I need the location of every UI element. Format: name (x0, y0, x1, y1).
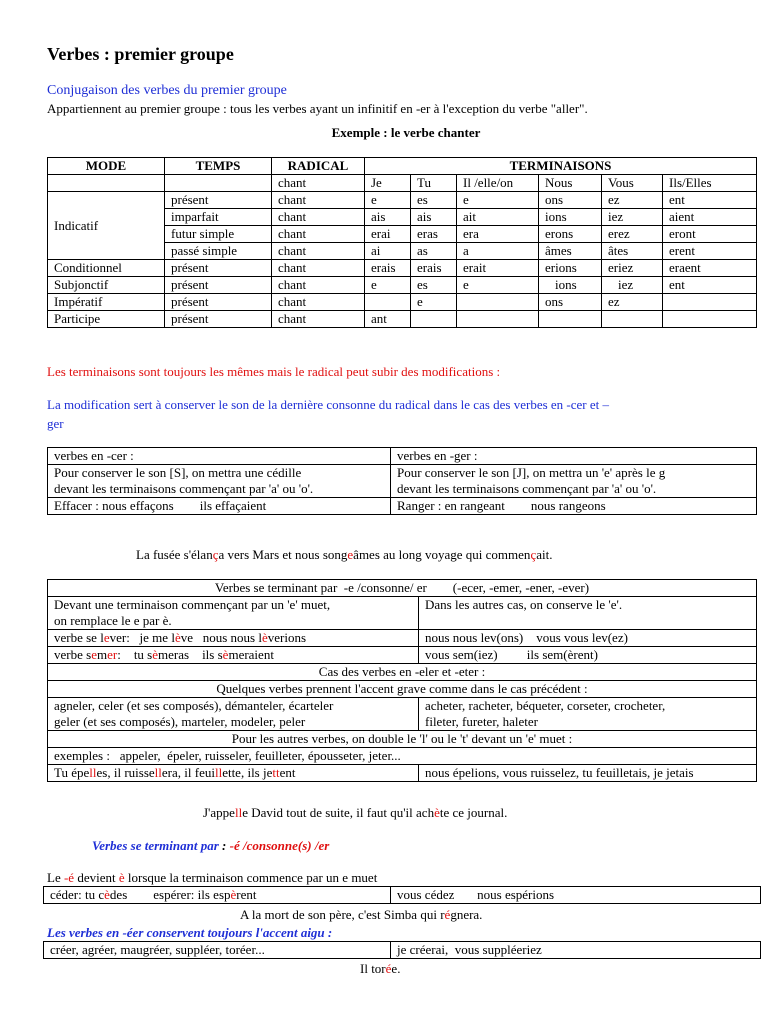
note-conserver-line1: La modification sert à conserver le son de la dernière consonne du radical dans le cas des verbes en -cer et – (47, 397, 610, 412)
ending-cell: a (457, 243, 539, 260)
ending-cell: iez (602, 209, 663, 226)
header-mode: MODE (48, 158, 165, 175)
double-consonne-heading: Pour les autres verbes, on double le 'l' ou le 't' devant un 'e' muet : (48, 731, 757, 748)
ending-cell: iez (602, 277, 663, 294)
ending-cell: e (411, 294, 457, 311)
ending-cell: ait (457, 209, 539, 226)
cer-rule-line1: Pour conserver le son [S], on mettra une cédille (54, 465, 302, 480)
ending-cell: ais (365, 209, 411, 226)
ending-cell: ez (602, 192, 663, 209)
temps-cell: présent (165, 294, 272, 311)
pronoun-je: Je (365, 175, 411, 192)
accent-grave-heading: Quelques verbes prennent l'accent grave comme dans le cas précédent : (48, 681, 757, 698)
ending-cell: ions (539, 209, 602, 226)
pronoun-nous: Nous (539, 175, 602, 192)
ending-cell: eras (411, 226, 457, 243)
table-heading: Verbes se terminant par -e /consonne/ er (-ecer, -emer, -ener, -ever) (48, 580, 757, 597)
radical-cell: chant (272, 209, 365, 226)
ending-cell: ant (365, 311, 411, 328)
radical-cell: chant (272, 294, 365, 311)
ceder-other: vous cédez nous espérions (391, 887, 761, 904)
conjugation-table (47, 157, 757, 328)
ending-cell: e (457, 277, 539, 294)
eter-verbs-line1: acheter, racheter, béqueter, corseter, crocheter, (425, 698, 666, 713)
ending-cell: ent (663, 192, 757, 209)
pronoun-il: Il /elle/on (457, 175, 539, 192)
eer-examples: je créerai, vous suppléeriez (391, 942, 761, 959)
ger-rule-line1: Pour conserver le son [J], on mettra un 'e' après le g (397, 465, 666, 480)
ger-example: Ranger : en rangeant nous rangeons (391, 498, 757, 515)
ending-cell: es (411, 192, 457, 209)
ending-cell: ent (663, 277, 757, 294)
temps-cell: présent (165, 311, 272, 328)
ending-cell: erait (457, 260, 539, 277)
ending-cell: as (411, 243, 457, 260)
rule-e-muet-line1: Devant une terminaison commençant par un 'e' muet, (54, 597, 331, 612)
e-consonne-er-table (47, 579, 757, 782)
radical-cell: chant (272, 226, 365, 243)
rule-e-aigu-grave: Le -é devient è lorsque la terminaison commence par un e muet (47, 870, 378, 885)
mode-participe: Participe (48, 311, 165, 328)
ending-cell (457, 311, 539, 328)
mode-indicatif: Indicatif (48, 192, 165, 260)
radical-cell: chant (272, 260, 365, 277)
radical-cell: chant (272, 277, 365, 294)
ending-cell: e (365, 192, 411, 209)
ending-cell: erais (365, 260, 411, 277)
temps-cell: futur simple (165, 226, 272, 243)
mode-imperatif: Impératif (48, 294, 165, 311)
ending-cell: erons (539, 226, 602, 243)
temps-cell: imparfait (165, 209, 272, 226)
cer-ger-table (47, 447, 757, 515)
ending-cell (663, 294, 757, 311)
eler-eter-heading: Cas des verbes en -eler et -eter : (48, 664, 757, 681)
single-conjugations: nous épelions, vous ruisselez, tu feuilletais, je jetais (419, 765, 757, 782)
ending-cell: erais (411, 260, 457, 277)
eer-table (43, 941, 761, 959)
ending-cell: ai (365, 243, 411, 260)
ceder-table (43, 886, 761, 904)
cer-rule-line2: devant les terminaisons commençant par 'a' ou 'o'. (54, 481, 314, 496)
eter-verbs-line2: fileter, fureter, haleter (425, 714, 538, 729)
rule-e-muet-line2: on remplace le e par è. (54, 613, 172, 628)
temps-cell: présent (165, 260, 272, 277)
ending-cell: erions (539, 260, 602, 277)
ending-cell: erent (663, 243, 757, 260)
ger-rule-line2: devant les terminaisons commençant par 'a' ou 'o'. (397, 481, 657, 496)
page-title: Verbes : premier groupe (47, 44, 234, 64)
ending-cell: eriez (602, 260, 663, 277)
example-heading: Exemple : le verbe chanter (331, 125, 481, 140)
header-terminaisons: TERMINAISONS (365, 158, 757, 175)
ending-cell: ions (539, 277, 602, 294)
example-sentence-appelle: J'appelle David tout de suite, il faut qu'il achète ce journal. (203, 805, 508, 820)
ending-cell (539, 311, 602, 328)
eler-verbs-line1: agneler, celer (et ses composés), démanteler, écarteler (54, 698, 334, 713)
ending-cell: ez (602, 294, 663, 311)
eler-verbs-line2: geler (et ses composés), marteler, modeler, peler (54, 714, 306, 729)
semer-example: verbe semer: tu sèmeras ils sèmeraient (48, 647, 419, 664)
lever-other: nous nous lev(ons) vous vous lev(ez) (419, 630, 757, 647)
ending-cell: e (365, 277, 411, 294)
double-conjugations: Tu épelles, il ruissellera, il feuillette, ils jettent (48, 765, 419, 782)
cer-example: Effacer : nous effaçons ils effaçaient (48, 498, 391, 515)
ending-cell: eront (663, 226, 757, 243)
ending-cell: ons (539, 192, 602, 209)
temps-cell: présent (165, 277, 272, 294)
ending-cell: eraent (663, 260, 757, 277)
header-temps: TEMPS (165, 158, 272, 175)
radical-cell: chant (272, 311, 365, 328)
ending-cell: ais (411, 209, 457, 226)
ending-cell: erez (602, 226, 663, 243)
section-subtitle: Conjugaison des verbes du premier groupe (47, 83, 287, 98)
lever-example: verbe se lever: je me lève nous nous lèverions (48, 630, 419, 647)
ceder-example: céder: tu cèdes espérer: ils espèrent (44, 887, 391, 904)
ending-cell: era (457, 226, 539, 243)
temps-cell: présent (165, 192, 272, 209)
temps-cell: passé simple (165, 243, 272, 260)
mode-subjonctif: Subjonctif (48, 277, 165, 294)
ending-cell: aient (663, 209, 757, 226)
ending-cell: ons (539, 294, 602, 311)
ending-cell: es (411, 277, 457, 294)
example-sentence-simba: A la mort de son père, c'est Simba qui régnera. (240, 907, 483, 922)
example-sentence-fusee: La fusée s'élança vers Mars et nous songeâmes au long voyage qui commençait. (136, 547, 553, 562)
semer-other: vous sem(iez) ils sem(èrent) (419, 647, 757, 664)
pronoun-vous: Vous (602, 175, 663, 192)
cer-heading: verbes en -cer : (48, 448, 391, 465)
ending-cell: e (457, 192, 539, 209)
ending-cell (602, 311, 663, 328)
intro-text: Appartiennent au premier groupe : tous les verbes ayant un infinitif en -er à l'exception du verbe "aller". (47, 101, 588, 116)
note-conserver-line2: ger (47, 416, 64, 431)
radical-cell: chant (272, 192, 365, 209)
ending-cell: âtes (602, 243, 663, 260)
ending-cell (411, 311, 457, 328)
radical-cell: chant (272, 243, 365, 260)
radical-cell: chant (272, 175, 365, 192)
pronoun-tu: Tu (411, 175, 457, 192)
pronoun-ils: Ils/Elles (663, 175, 757, 192)
eer-verbs: créer, agréer, maugréer, suppléer, toréer... (44, 942, 391, 959)
section-heading-e-accent: Verbes se terminant par : -é /consonne(s) /er (92, 838, 330, 853)
ending-cell (457, 294, 539, 311)
ger-heading: verbes en -ger : (391, 448, 757, 465)
note-modifications: Les terminaisons sont toujours les mêmes mais le radical peut subir des modifications : (47, 364, 501, 379)
example-sentence-toree: Il torée. (360, 961, 401, 976)
double-examples: exemples : appeler, épeler, ruisseler, feuilleter, épousseter, jeter... (48, 748, 757, 765)
rule-autres-cas: Dans les autres cas, on conserve le 'e'. (419, 597, 757, 630)
mode-conditionnel: Conditionnel (48, 260, 165, 277)
ending-cell (365, 294, 411, 311)
header-radical: RADICAL (272, 158, 365, 175)
ending-cell: âmes (539, 243, 602, 260)
section-heading-eer: Les verbes en -éer conservent toujours l'accent aigu : (47, 925, 333, 940)
ending-cell: erai (365, 226, 411, 243)
ending-cell (663, 311, 757, 328)
